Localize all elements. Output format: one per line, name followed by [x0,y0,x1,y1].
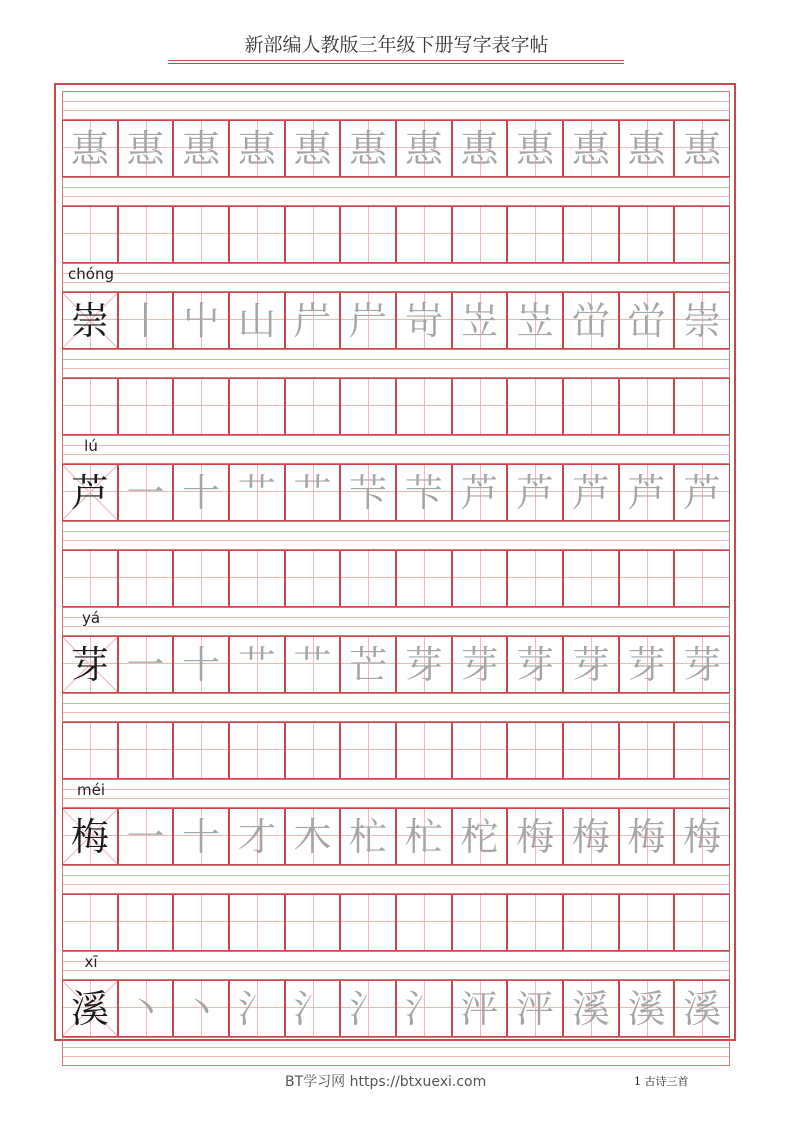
writing-cell [118,292,174,349]
writing-cell [396,292,452,349]
stroke-step-character: 氵 [349,986,388,1031]
stroke-step-character: 芦 [460,470,499,515]
stroke-step-character: 惠 [404,126,443,171]
blank-character-row [62,550,730,607]
stroke-step-character: 泙 [516,986,555,1031]
model-character: 梅 [70,814,109,859]
stroke-step-character: 杧 [404,814,443,859]
blank-writing-cell[interactable] [563,378,619,435]
stroke-step-character: 艹 [293,470,332,515]
blank-writing-cell[interactable] [285,722,341,779]
character-row [62,808,730,865]
stroke-step-character: 惠 [460,126,499,171]
blank-writing-cell[interactable] [619,722,675,779]
writing-cell [173,292,229,349]
blank-writing-cell[interactable] [118,378,174,435]
blank-character-row [62,378,730,435]
blank-writing-cell[interactable] [118,894,174,951]
pinyin-row [62,951,730,980]
writing-cell [507,636,563,693]
writing-cell [62,980,118,1037]
stroke-step-character: 芦 [627,470,666,515]
writing-cell [62,636,118,693]
stroke-step-character: 惠 [516,126,555,171]
writing-cell [563,808,619,865]
blank-pinyin-row [62,177,730,206]
writing-cell [62,808,118,865]
blank-writing-cell[interactable] [118,550,174,607]
stroke-step-character: 屵 [293,298,332,343]
blank-writing-cell[interactable] [173,550,229,607]
stroke-step-character: 惠 [237,126,276,171]
writing-cell [62,292,118,349]
blank-writing-cell[interactable] [507,550,563,607]
writing-cell [173,120,229,177]
stroke-step-character: 丶 [126,986,165,1031]
blank-writing-cell[interactable] [229,722,285,779]
writing-cell [396,120,452,177]
writing-cell [340,120,396,177]
stroke-step-character: 溪 [571,986,610,1031]
writing-cell [118,808,174,865]
blank-writing-cell[interactable] [563,722,619,779]
stroke-step-character: 丶 [182,986,221,1031]
blank-writing-cell[interactable] [452,550,508,607]
stroke-step-character: 才 [237,814,276,859]
stroke-step-character: 溪 [683,986,722,1031]
writing-cell [229,292,285,349]
blank-writing-cell[interactable] [563,894,619,951]
writing-cell [452,808,508,865]
stroke-step-character: 芦 [683,470,722,515]
stroke-step-character: 岦 [460,298,499,343]
pinyin-row [62,435,730,464]
blank-writing-cell[interactable] [229,378,285,435]
pinyin-row [62,779,730,808]
blank-writing-cell[interactable] [285,378,341,435]
blank-writing-cell[interactable] [229,550,285,607]
blank-writing-cell[interactable] [452,378,508,435]
writing-cell [563,292,619,349]
stroke-step-character: 艹 [237,470,276,515]
pinyin-label: lú [84,437,98,455]
page-title: 新部编人教版三年级下册写字表字帖 [244,34,549,56]
stroke-step-character: 惠 [349,126,388,171]
character-row [62,980,730,1037]
model-character: 芦 [70,470,109,515]
pinyin-row [62,607,730,636]
stroke-step-character: 芽 [571,642,610,687]
blank-writing-cell[interactable] [507,378,563,435]
writing-cell [340,464,396,521]
blank-writing-cell[interactable] [674,550,730,607]
writing-cell [285,636,341,693]
writing-cell [285,980,341,1037]
writing-cell [396,636,452,693]
writing-cell [452,636,508,693]
stroke-step-character: 艹 [293,642,332,687]
stroke-step-character: 崇 [683,298,722,343]
model-character: 溪 [70,986,109,1031]
blank-writing-cell[interactable] [452,894,508,951]
writing-cell [229,636,285,693]
stroke-step-character: 惠 [683,126,722,171]
blank-writing-cell[interactable] [285,206,341,263]
writing-cell [563,636,619,693]
blank-writing-cell[interactable] [619,206,675,263]
writing-cell [452,464,508,521]
stroke-step-character: 氵 [237,986,276,1031]
writing-cell [507,464,563,521]
writing-cell [507,808,563,865]
blank-writing-cell[interactable] [396,722,452,779]
stroke-step-character: 梅 [516,814,555,859]
blank-writing-cell[interactable] [452,206,508,263]
stroke-step-character: 芽 [460,642,499,687]
stroke-step-character: 溪 [627,986,666,1031]
stroke-step-character: 峃 [627,298,666,343]
blank-writing-cell[interactable] [62,722,118,779]
stroke-step-character: 芽 [516,642,555,687]
writing-cell [396,808,452,865]
blank-writing-cell[interactable] [507,206,563,263]
writing-cell [229,464,285,521]
stroke-step-character: 柁 [460,814,499,859]
blank-writing-cell[interactable] [229,206,285,263]
blank-writing-cell[interactable] [507,894,563,951]
stroke-step-character: 惠 [126,126,165,171]
stroke-step-character: 芽 [404,642,443,687]
stroke-step-character: 梅 [627,814,666,859]
writing-cell [62,120,118,177]
character-row [62,120,730,177]
writing-cell [619,292,675,349]
writing-cell [62,464,118,521]
writing-cell [563,980,619,1037]
blank-writing-cell[interactable] [173,206,229,263]
blank-writing-cell[interactable] [173,378,229,435]
blank-writing-cell[interactable] [62,550,118,607]
blank-writing-cell[interactable] [507,722,563,779]
writing-cell [396,980,452,1037]
blank-writing-cell[interactable] [674,722,730,779]
writing-cell [229,980,285,1037]
stroke-step-character: 芽 [683,642,722,687]
stroke-step-character: 山 [237,298,276,343]
writing-cell [507,120,563,177]
stroke-step-character: 屵 [349,298,388,343]
blank-writing-cell[interactable] [563,206,619,263]
character-row [62,464,730,521]
blank-writing-cell[interactable] [62,894,118,951]
blank-writing-cell[interactable] [340,722,396,779]
writing-cell [674,120,730,177]
blank-writing-cell[interactable] [619,550,675,607]
writing-cell [173,808,229,865]
stroke-step-character: 一 [126,642,165,687]
writing-cell [674,980,730,1037]
stroke-step-character: 十 [182,642,221,687]
pinyin-label: xī [84,953,98,971]
writing-cell [674,292,730,349]
writing-cell [563,464,619,521]
stroke-step-character: 梅 [571,814,610,859]
writing-cell [507,980,563,1037]
blank-writing-cell[interactable] [619,894,675,951]
blank-writing-cell[interactable] [563,550,619,607]
blank-writing-cell[interactable] [340,206,396,263]
blank-writing-cell[interactable] [340,550,396,607]
pinyin-row [62,263,730,292]
pinyin-row [62,91,730,120]
writing-cell [674,808,730,865]
writing-cell [507,292,563,349]
stroke-step-character: 梅 [683,814,722,859]
model-character: 崇 [70,298,109,343]
writing-cell [452,120,508,177]
blank-writing-cell[interactable] [118,722,174,779]
blank-pinyin-row [62,521,730,550]
writing-cell [340,808,396,865]
blank-writing-cell[interactable] [619,378,675,435]
blank-pinyin-row [62,693,730,722]
writing-cell [619,120,675,177]
stroke-step-character: 杧 [349,814,388,859]
writing-cell [285,120,341,177]
stroke-step-character: 艹 [237,642,276,687]
writing-cell [563,120,619,177]
footer-site: BT学习网 https://btxuexi.com [285,1074,487,1090]
stroke-step-character: 惠 [627,126,666,171]
writing-cell [619,808,675,865]
blank-writing-cell[interactable] [396,894,452,951]
writing-cell [396,464,452,521]
writing-cell [229,808,285,865]
blank-writing-cell[interactable] [340,378,396,435]
blank-writing-cell[interactable] [173,894,229,951]
writing-cell [118,464,174,521]
blank-writing-cell[interactable] [62,378,118,435]
blank-pinyin-row [62,865,730,894]
blank-writing-cell[interactable] [285,550,341,607]
pinyin-label: yá [81,609,101,627]
writing-cell [285,464,341,521]
writing-cell [118,636,174,693]
writing-cell [173,636,229,693]
blank-pinyin-row [62,349,730,378]
writing-cell [340,980,396,1037]
writing-cell [118,980,174,1037]
model-character: 惠 [70,126,109,171]
blank-writing-cell[interactable] [229,894,285,951]
blank-writing-cell[interactable] [674,206,730,263]
stroke-step-character: 十 [182,470,221,515]
stroke-step-character: 木 [293,814,332,859]
writing-cell [619,464,675,521]
blank-writing-cell[interactable] [674,378,730,435]
writing-cell [674,636,730,693]
writing-cell [229,120,285,177]
footer-lesson: 1 古诗三首 [634,1075,689,1088]
pinyin-label: méi [76,781,105,799]
pinyin-label: chóng [68,265,114,283]
writing-cell [118,120,174,177]
character-row [62,636,730,693]
stroke-step-character: 丨 [126,298,165,343]
stroke-step-character: 氵 [404,986,443,1031]
stroke-step-character: 泙 [460,986,499,1031]
writing-cell [340,292,396,349]
stroke-step-character: 一 [126,470,165,515]
writing-cell [340,636,396,693]
blank-writing-cell[interactable] [340,894,396,951]
blank-character-row [62,722,730,779]
blank-writing-cell[interactable] [452,722,508,779]
stroke-step-character: 惠 [571,126,610,171]
blank-writing-cell[interactable] [396,550,452,607]
stroke-step-character: 芽 [627,642,666,687]
stroke-step-character: 岦 [516,298,555,343]
stroke-step-character: 芒 [349,642,388,687]
blank-writing-cell[interactable] [62,206,118,263]
writing-cell [285,808,341,865]
blank-character-row [62,894,730,951]
stroke-step-character: 芦 [516,470,555,515]
stroke-step-character: 芐 [404,470,443,515]
writing-cell [619,980,675,1037]
writing-cell [452,980,508,1037]
writing-cell [619,636,675,693]
title-underline-second [168,63,624,64]
blank-writing-cell[interactable] [118,206,174,263]
title-underline [168,60,624,61]
blank-writing-cell[interactable] [396,378,452,435]
stroke-step-character: 惠 [182,126,221,171]
writing-cell [173,980,229,1037]
stroke-step-character: 峃 [571,298,610,343]
stroke-step-character: 屮 [182,298,221,343]
blank-pinyin-row [62,1037,730,1066]
stroke-step-character: 芦 [571,470,610,515]
character-row [62,292,730,349]
writing-cell [674,464,730,521]
blank-writing-cell[interactable] [396,206,452,263]
blank-character-row [62,206,730,263]
stroke-step-character: 一 [126,814,165,859]
writing-cell [285,292,341,349]
stroke-step-character: 惠 [293,126,332,171]
writing-cell [452,292,508,349]
model-character: 芽 [70,642,109,687]
stroke-step-character: 岢 [404,298,443,343]
stroke-step-character: 氵 [293,986,332,1031]
blank-writing-cell[interactable] [285,894,341,951]
stroke-step-character: 芐 [349,470,388,515]
blank-writing-cell[interactable] [173,722,229,779]
writing-cell [173,464,229,521]
blank-writing-cell[interactable] [674,894,730,951]
stroke-step-character: 十 [182,814,221,859]
